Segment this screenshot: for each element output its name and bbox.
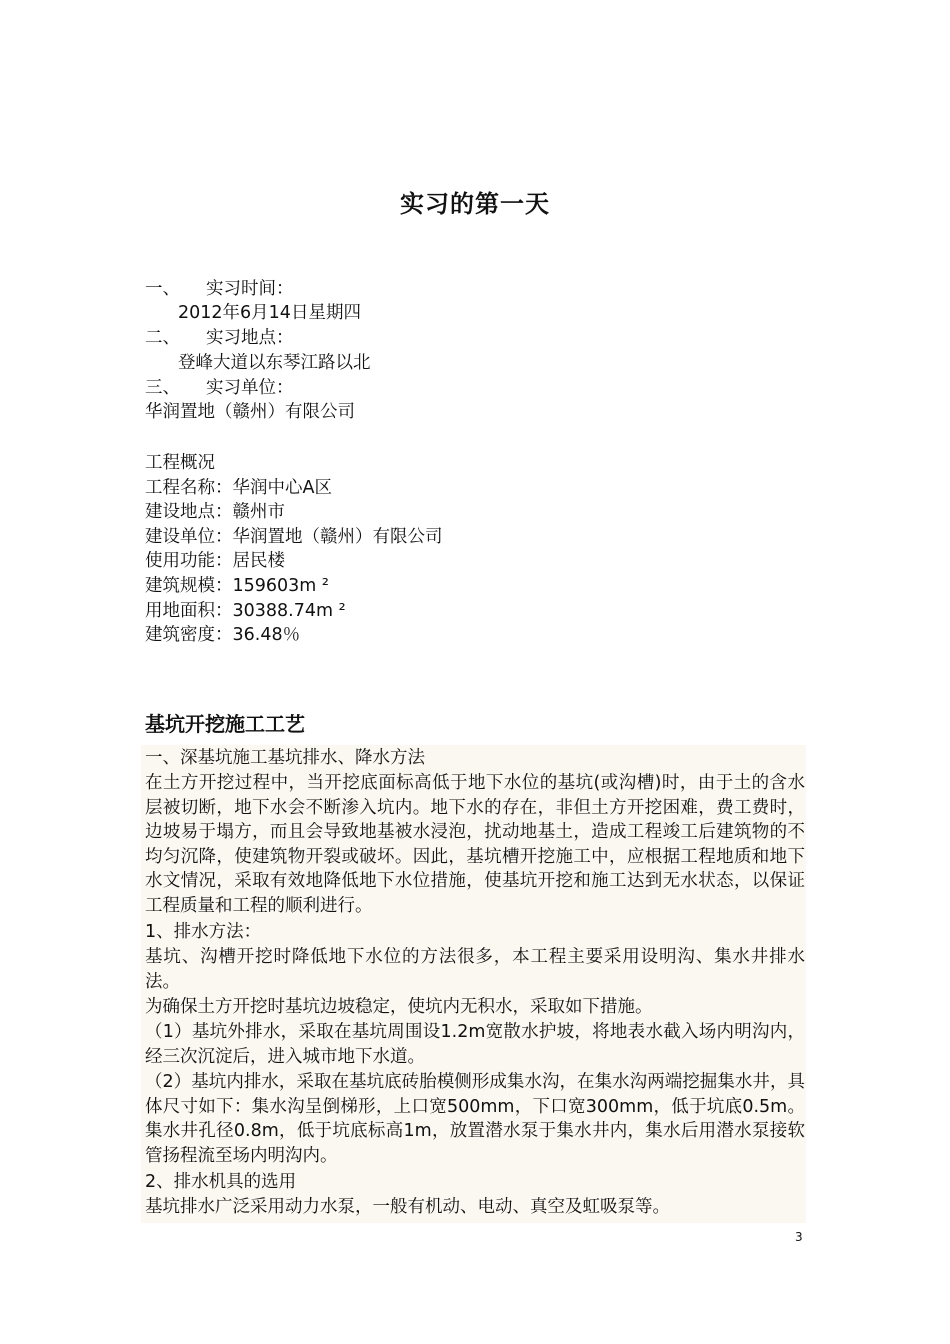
info-label: 实习时间： — [206, 279, 294, 299]
paragraph: 在土方开挖过程中，当开挖底面标高低于地下水位的基坑(或沟槽)时，由于土的含水层被切断，地下水会不断渗入坑内。地下水的存在，非但土方开挖困难，费工费时，边坡易于塌方，而且会导致地基被水浸泡，扰动地基土，造成工程竣工后建筑物的不均匀沉降，使建筑物开裂或破坏。因此，基坑槽开挖施工中，应根据工程地质和地下水文情况，采取有效地降低地下水位措施，使基坑开挖和施工达到无水状态，以保证工程质量和工程的顺利进行。 — [145, 773, 805, 916]
overview-heading: 工程概况 — [145, 453, 215, 473]
info-value-location: 登峰大道以东琴江路以北 — [178, 353, 371, 373]
info-item-unit — [145, 376, 294, 400]
info-value-unit: 华润置地（赣州）有限公司 — [145, 402, 355, 422]
page-number: 3 — [795, 1230, 803, 1244]
info-value-time: 2012年6月14日星期四 — [178, 303, 361, 323]
info-number: 一、 — [145, 279, 180, 299]
info-label: 实习单位： — [206, 378, 294, 398]
paragraph: 一、深基坑施工基坑排水、降水方法 — [145, 748, 425, 768]
page-title: 实习的第一天 — [400, 190, 550, 218]
paragraph: （1）基坑外排水，采取在基坑周围设1.2m宽散水护坡，将地表水截入场内明沟内，经三次沉淀后，进入城市地下水道。 — [145, 1022, 805, 1067]
overview-item: 建设地点：赣州市 — [145, 502, 285, 522]
info-number: 三、 — [145, 378, 180, 398]
overview-item: 工程名称：华润中心A区 — [145, 478, 332, 498]
paragraph: 基坑、沟槽开挖时降低地下水位的方法很多，本工程主要采用设明沟、集水井排水法。 — [145, 947, 805, 992]
info-item-location — [145, 326, 294, 350]
overview-item: 使用功能：居民楼 — [145, 551, 285, 571]
paragraph: 1、排水方法： — [145, 922, 262, 942]
info-number: 二、 — [145, 328, 180, 348]
paragraph: 基坑排水广泛采用动力水泵，一般有机动、电动、真空及虹吸泵等。 — [145, 1197, 670, 1217]
overview-item: 用地面积：30388.74m ² — [145, 601, 346, 621]
paragraph: 2、排水机具的选用 — [145, 1172, 297, 1192]
info-item-time — [145, 277, 294, 301]
info-label: 实习地点： — [206, 328, 294, 348]
overview-item: 建筑密度：36.48％ — [145, 625, 301, 645]
paragraph: （2）基坑内排水，采取在基坑底砖胎模侧形成集水沟，在集水沟两端挖掘集水井，具体尺寸如下：集水沟呈倒梯形，上口宽500mm，下口宽300mm，低于坑底0.5m。集水井孔径0.8m，低于坑底标高1m，放置潜水泵于集水井内，集水后用潜水泵接软管扬程流至场内明沟内。 — [145, 1072, 805, 1166]
paragraph: 为确保土方开挖时基坑边坡稳定，使坑内无积水，采取如下措施。 — [145, 997, 653, 1017]
overview-item: 建筑规模：159603m ² — [145, 576, 329, 596]
section-heading: 基坑开挖施工工艺 — [145, 712, 305, 736]
overview-item: 建设单位：华润置地（赣州）有限公司 — [145, 527, 443, 547]
